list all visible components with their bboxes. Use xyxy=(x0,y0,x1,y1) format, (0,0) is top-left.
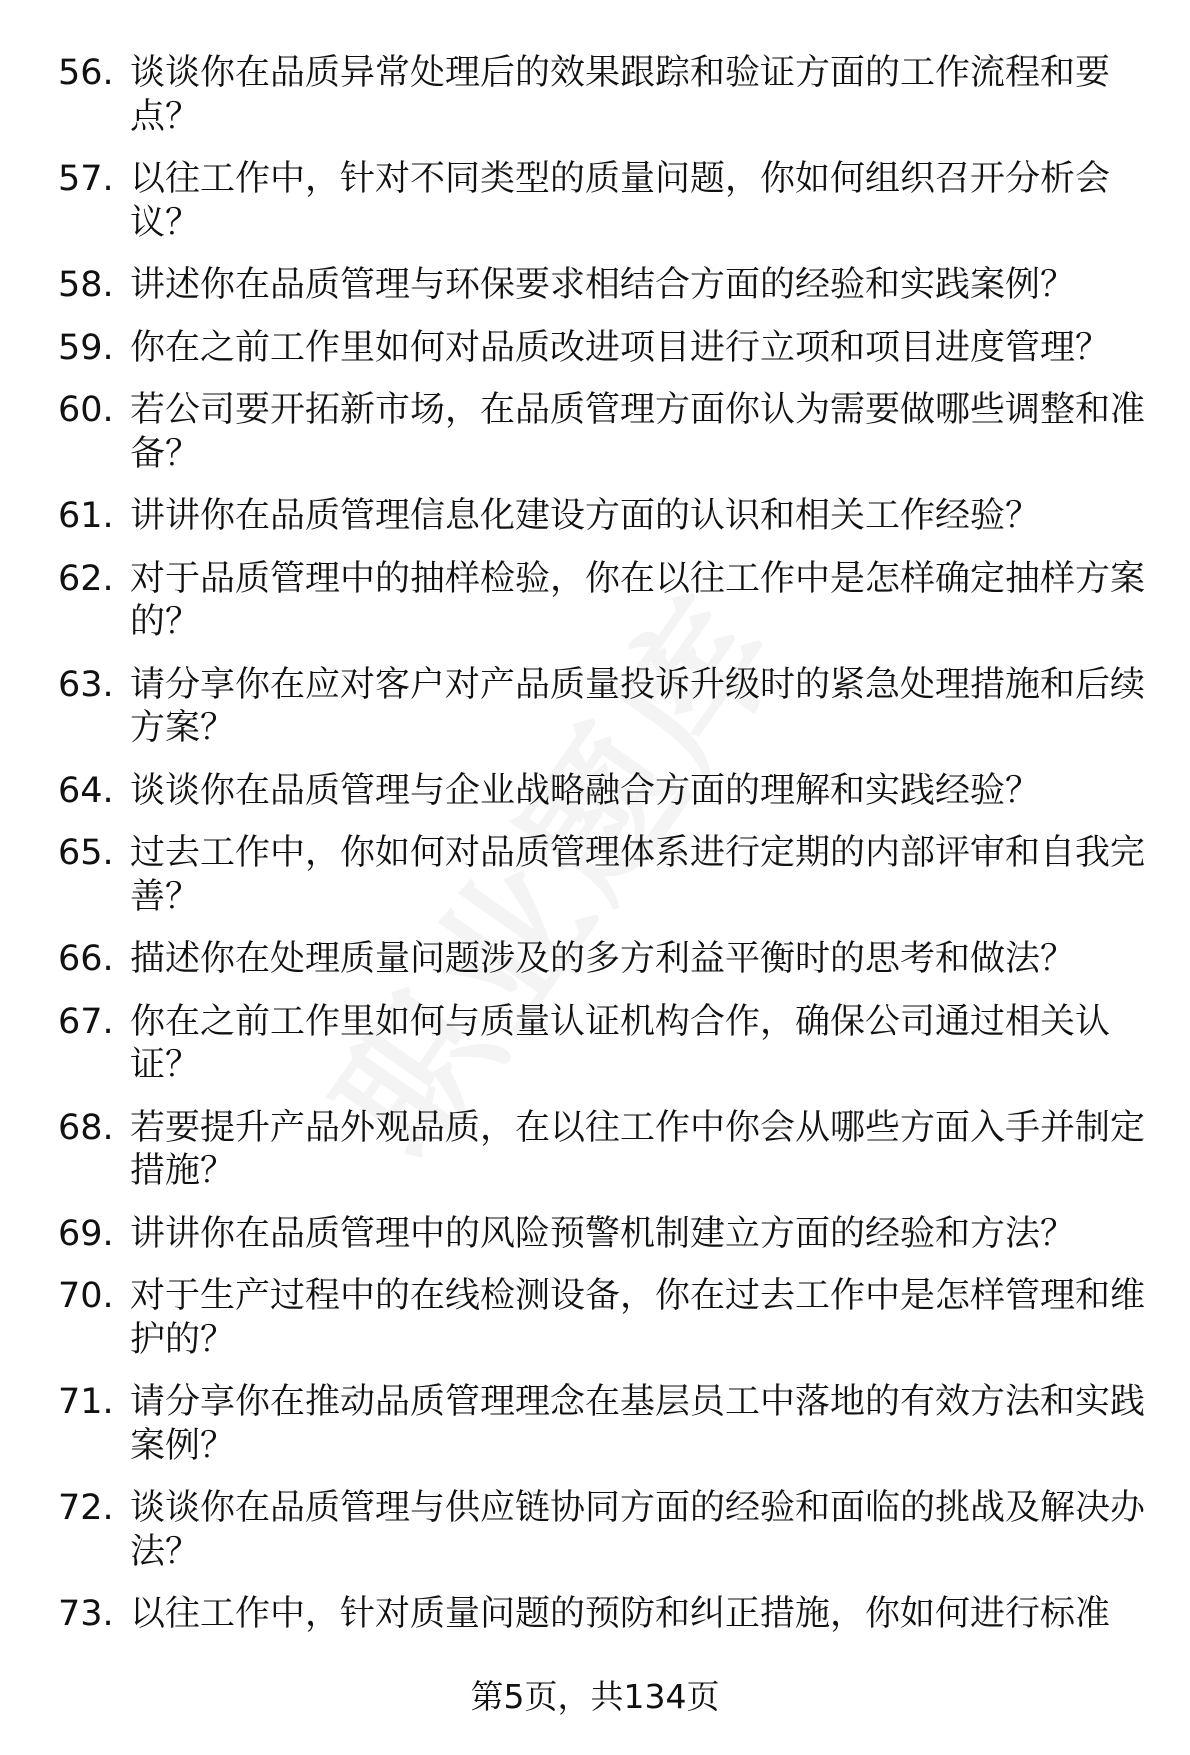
question-number: 66. xyxy=(58,939,114,979)
question-text: 讲讲你在品质管理信息化建设方面的认识和相关工作经验？ xyxy=(130,496,1041,536)
question-number: 60. xyxy=(58,390,114,430)
question-number: 71. xyxy=(58,1382,114,1422)
question-item xyxy=(58,770,1148,814)
question-item xyxy=(58,1107,1148,1194)
question-number: 58. xyxy=(58,265,114,305)
question-text: 你在之前工作里如何与质量认证机构合作，确保公司通过相关认证？ xyxy=(130,1001,1111,1085)
question-text: 若公司要开拓新市场，在品质管理方面你认为需要做哪些调整和准备？ xyxy=(130,390,1146,474)
question-text: 讲述你在品质管理与环保要求相结合方面的经验和实践案例？ xyxy=(130,265,1076,305)
question-number: 62. xyxy=(58,558,114,599)
question-item xyxy=(58,495,1148,539)
question-number: 65. xyxy=(58,833,114,873)
question-item xyxy=(58,327,1148,371)
question-text: 谈谈你在品质异常处理后的效果跟踪和验证方面的工作流程和要点？ xyxy=(130,53,1111,137)
question-text: 谈谈你在品质管理与供应链协同方面的经验和面临的挑战及解决办法？ xyxy=(130,1488,1146,1572)
question-item xyxy=(58,1001,1148,1088)
question-text: 以往工作中，针对不同类型的质量问题，你如何组织召开分析会议？ xyxy=(130,159,1111,243)
question-number: 57. xyxy=(58,159,114,199)
question-text: 描述你在处理质量问题涉及的多方利益平衡时的思考和做法？ xyxy=(130,939,1076,979)
question-item xyxy=(58,158,1148,245)
question-text: 你在之前工作里如何对品质改进项目进行立项和项目进度管理？ xyxy=(130,327,1111,368)
question-text: 若要提升产品外观品质，在以往工作中你会从哪些方面入手并制定措施？ xyxy=(130,1107,1146,1191)
question-number: 68. xyxy=(58,1107,114,1148)
question-text: 以往工作中，针对质量问题的预防和纠正措施，你如何进行标准 xyxy=(130,1594,1111,1634)
question-item xyxy=(58,1593,1148,1637)
question-number: 70. xyxy=(58,1276,114,1316)
question-item xyxy=(58,1487,1148,1574)
question-number: 61. xyxy=(58,496,114,536)
question-text: 讲讲你在品质管理中的风险预警机制建立方面的经验和方法？ xyxy=(130,1213,1076,1254)
question-item xyxy=(58,938,1148,982)
question-number: 73. xyxy=(58,1594,114,1634)
question-number: 72. xyxy=(58,1488,114,1528)
question-item xyxy=(58,832,1148,919)
question-text: 过去工作中，你如何对品质管理体系进行定期的内部评审和自我完善？ xyxy=(130,833,1146,917)
question-text: 谈谈你在品质管理与企业战略融合方面的理解和实践经验？ xyxy=(130,770,1041,811)
question-item xyxy=(58,558,1148,645)
question-item xyxy=(58,664,1148,751)
question-item xyxy=(58,1381,1148,1468)
question-text: 对于生产过程中的在线检测设备，你在过去工作中是怎样管理和维护的？ xyxy=(130,1276,1146,1360)
question-number: 64. xyxy=(58,770,114,811)
question-text: 对于品质管理中的抽样检验，你在以往工作中是怎样确定抽样方案的？ xyxy=(130,558,1146,642)
question-item xyxy=(58,264,1148,308)
question-item xyxy=(58,52,1148,139)
question-number: 56. xyxy=(58,53,114,93)
question-item xyxy=(58,1275,1148,1362)
page-footer: 第5页，共134页 xyxy=(470,1677,720,1716)
question-list xyxy=(58,52,1148,1656)
question-item xyxy=(58,1213,1148,1257)
question-text: 请分享你在推动品质管理理念在基层员工中落地的有效方法和实践案例？ xyxy=(130,1382,1146,1466)
question-number: 69. xyxy=(58,1213,114,1254)
question-text: 请分享你在应对客户对产品质量投诉升级时的紧急处理措施和后续方案？ xyxy=(130,664,1146,748)
question-number: 67. xyxy=(58,1001,114,1042)
question-number: 59. xyxy=(58,327,114,368)
question-item xyxy=(58,389,1148,476)
question-number: 63. xyxy=(58,664,114,705)
